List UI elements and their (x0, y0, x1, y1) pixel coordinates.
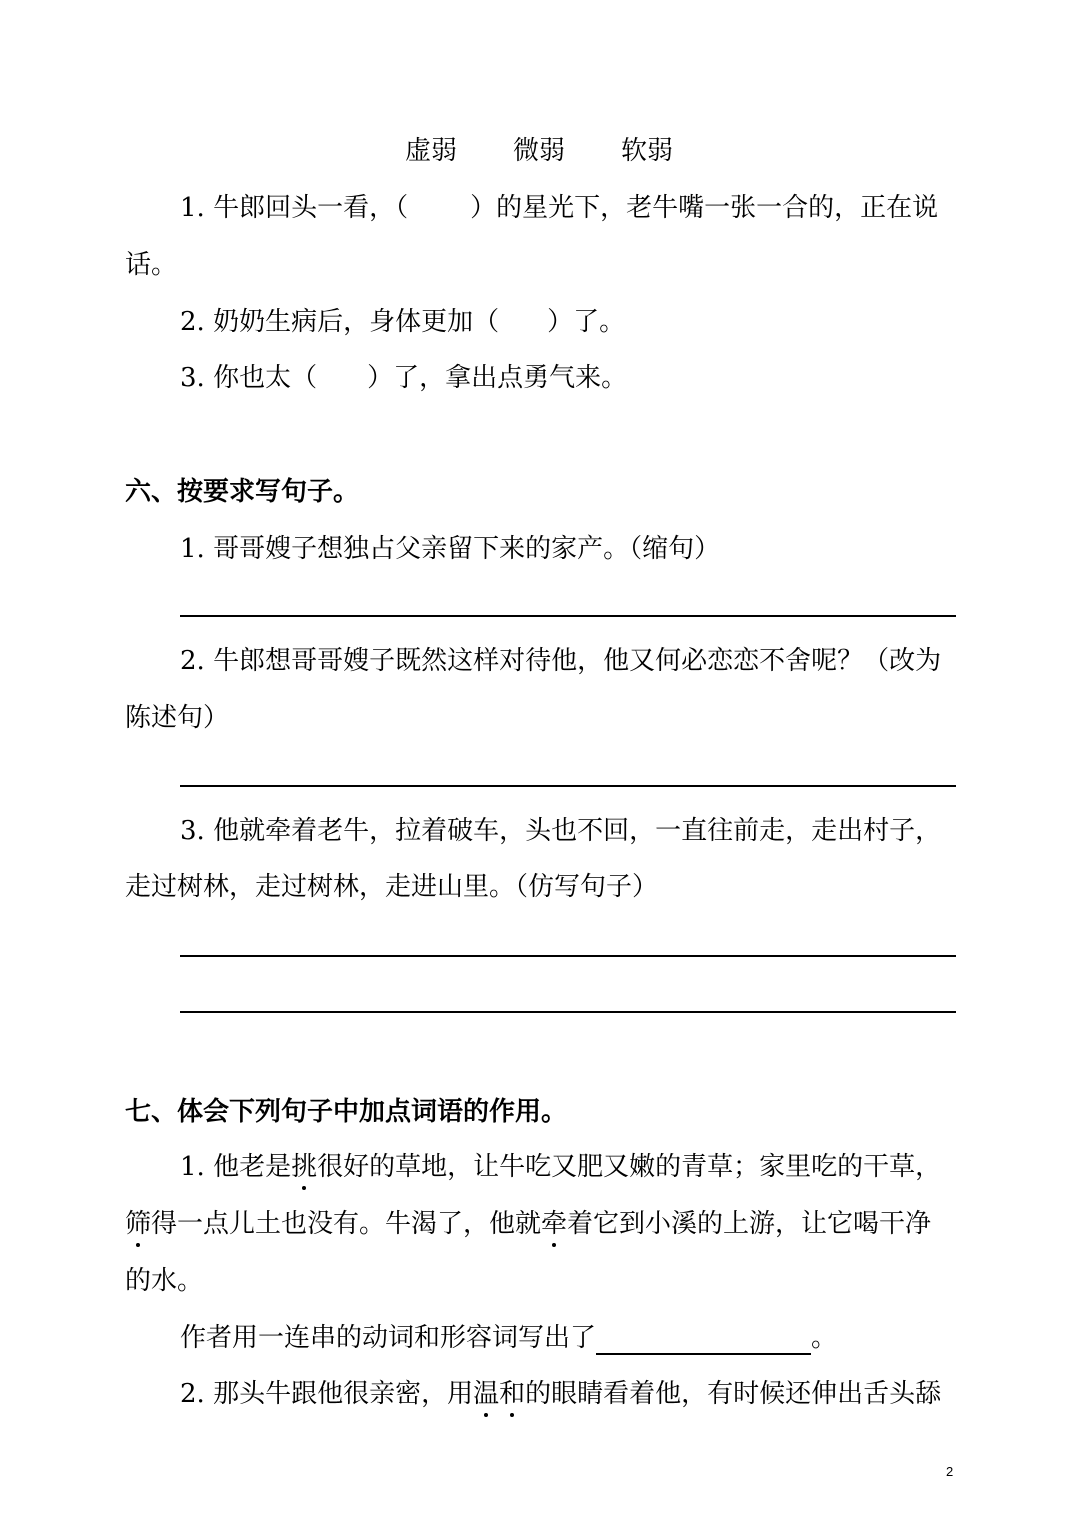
q5-item-1-text-a: 1. 牛郎回头一看，（ (180, 193, 409, 223)
q5-item-2-text-b: ）了。 (547, 307, 626, 337)
s7-answer-prompt (180, 1321, 837, 1355)
q5-item-3 (180, 361, 627, 395)
dotted-word: 牵 (541, 1209, 568, 1239)
q5-item-2-text-a: 2. 奶奶生病后，身体更加（ (180, 307, 500, 337)
s7-item-2 (180, 1377, 941, 1411)
s6-item-2: 2. 牛郎想哥哥嫂子既然这样对待他，他又何必恋恋不舍呢？（改为 (180, 646, 942, 676)
q5-item-2 (180, 305, 625, 339)
dotted-word: 温 (473, 1379, 500, 1409)
s6-item-2-cont: 陈述句） (125, 703, 230, 733)
s7-text: 2. 那头牛跟他很亲密，用 (180, 1379, 474, 1409)
s6-item-1: 1. 哥哥嫂子想独占父亲留下来的家产。（缩句） (180, 534, 721, 564)
s7-item-1 (180, 1150, 941, 1184)
answer-line[interactable] (180, 1011, 956, 1013)
page-number: 2 (946, 1464, 954, 1479)
q5-item-1-cont: 话。 (125, 250, 178, 280)
q5-item-1 (180, 191, 938, 225)
dotted-word: 筛 (125, 1209, 152, 1239)
answer-line[interactable] (180, 615, 956, 617)
s7-text: 着它到小溪的上游，让它喝干净 (567, 1209, 932, 1239)
dotted-word: 挑 (291, 1152, 318, 1182)
s7-text: 很好的草地，让牛吃又肥又嫩的青草；家里吃的干草， (317, 1152, 942, 1182)
s7-text: 得一点儿土也没有。牛渴了，他就 (151, 1209, 542, 1239)
q5-item-3-text-b: ）了，拿出点勇气来。 (367, 363, 628, 393)
answer-line[interactable] (180, 785, 956, 787)
s7-text: 1. 他老是 (180, 1152, 292, 1182)
answer-blank[interactable] (596, 1327, 811, 1355)
word-bank (405, 134, 673, 168)
answer-line[interactable] (180, 955, 956, 957)
s7-text: 的眼睛看着他，有时候还伸出舌头舔 (525, 1379, 942, 1409)
dotted-word: 和 (499, 1379, 526, 1409)
s7-answer-end: 。 (811, 1323, 838, 1353)
s7-answer-text: 作者用一连串的动词和形容词写出了 (180, 1323, 597, 1353)
section-6-title: 六、按要求写句子。 (125, 477, 360, 507)
word-bank-item: 软弱 (621, 136, 674, 166)
s6-item-3: 3. 他就牵着老牛，拉着破车，头也不回，一直往前走，走出村子， (180, 816, 942, 846)
s6-item-3-cont: 走过树林，走过树林，走进山里。（仿写句子） (125, 872, 659, 902)
q5-item-1-text-b: ）的星光下，老牛嘴一张一合的，正在说 (470, 193, 939, 223)
s7-item-1-line2 (125, 1207, 931, 1241)
s7-item-1-line3: 的水。 (125, 1266, 204, 1296)
section-7-title: 七、体会下列句子中加点词语的作用。 (125, 1097, 568, 1127)
q5-item-3-text-a: 3. 你也太（ (180, 363, 318, 393)
word-bank-item: 虚弱 (405, 136, 458, 166)
word-bank-item: 微弱 (513, 136, 566, 166)
